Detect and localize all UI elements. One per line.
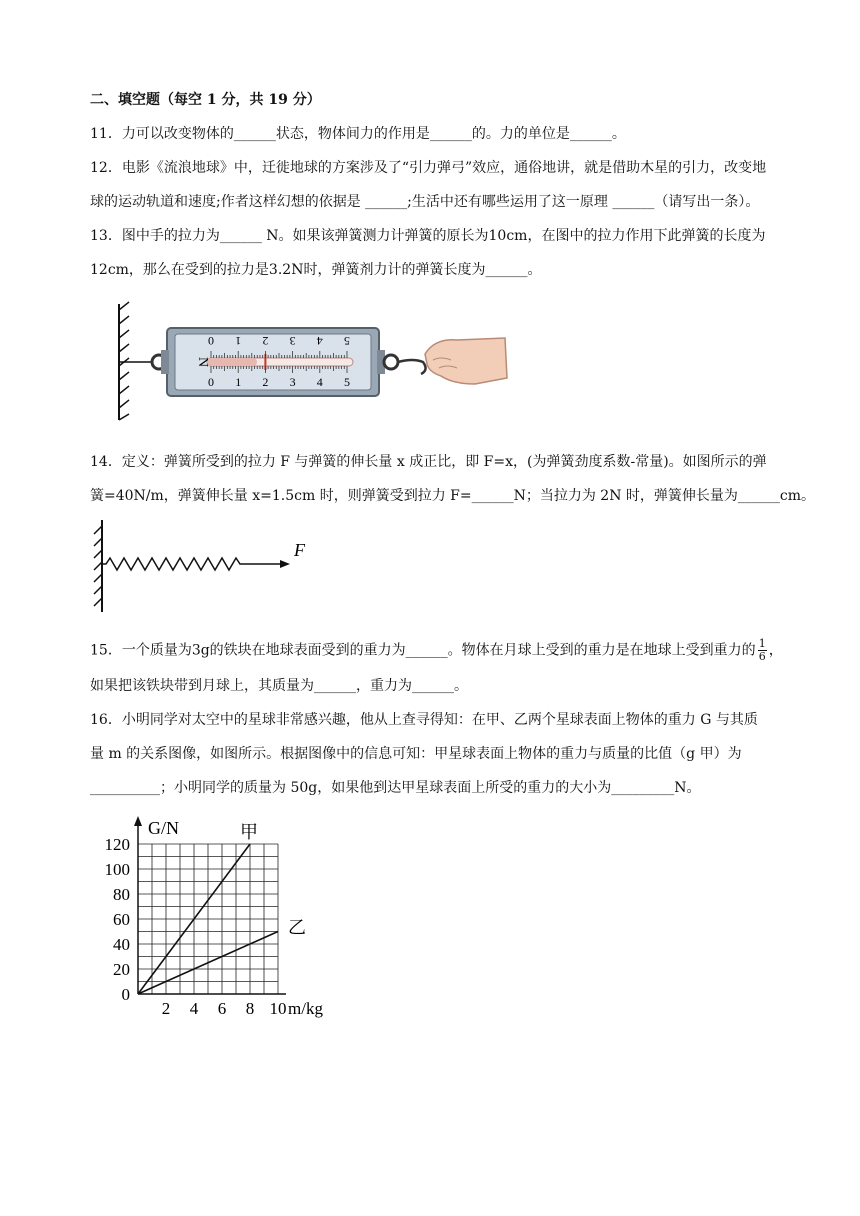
x-tick-label: 4	[189, 999, 199, 1018]
dynamometer-figure	[95, 298, 515, 428]
scale-label-bottom: 2	[262, 375, 269, 389]
question-14-line-2: 簧=40N/m，弹簧伸长量 x=1.5cm 时，则弹簧受到拉力 F=______N；当拉力为 2N 时，弹簧伸长量为______cm。	[90, 488, 816, 504]
fraction-one-sixth: $\frac{1}{6}$	[758, 637, 766, 663]
dynamometer-unit: N	[195, 356, 210, 368]
spring-figure	[90, 516, 330, 616]
x-tick-label: 10	[269, 999, 287, 1018]
question-12-line-1: 12．电影《流浪地球》中，迁徙地球的方案涉及了“引力弹弓”效应，通俗地讲，就是借助木星的引力，改变地	[90, 160, 767, 176]
scale-label-top: 0	[208, 334, 214, 348]
hand-icon	[425, 338, 507, 384]
scale-label-bottom: 4	[316, 375, 323, 389]
y-axis-label: G/N	[148, 818, 179, 838]
scale-label-top: 3	[289, 334, 296, 348]
scale-label-top: 2	[262, 334, 269, 348]
question-15-line-2: 如果把该铁块带到月球上，其质量为______，重力为______。	[90, 678, 468, 694]
x-tick-label: 8	[245, 999, 255, 1018]
section-title: 二、填空题（每空 1 分，共 19 分）	[90, 92, 321, 108]
question-13-line-1: 13．图中手的拉力为______ N。如果该弹簧测力计弹簧的原长为10cm，在图中的拉力作用下此弹簧的长度为	[90, 228, 766, 244]
y-tick-label: 80	[113, 885, 130, 904]
g-m-chart	[90, 812, 340, 1020]
question-15-text: 15．一个质量为3g的铁块在地球表面受到的重力为______。物体在月球上受到的重力是在地球上受到重力的	[90, 642, 756, 659]
question-11: 11．力可以改变物体的______状态，物体间力的作用是______的。力的单位是______。	[90, 126, 626, 142]
y-tick-label: 60	[113, 910, 130, 929]
y-tick-label: 120	[104, 835, 130, 854]
x-axis-label: m/kg	[288, 999, 323, 1018]
question-14-line-1: 14．定义：弹簧所受到的拉力 F 与弹簧的伸长量 x 成正比，即 F=x，(为弹簧劲度系数-常量)。如图所示的弹	[90, 454, 767, 470]
scale-label-top: 4	[316, 334, 323, 348]
scale-label-top: 1	[235, 334, 242, 348]
question-16-line-1: 16．小明同学对太空中的星球非常感兴趣，他从上查寻得知：在甲、乙两个星球表面上物体的重力 G 与其质	[90, 712, 758, 728]
spring-force-label: F	[294, 540, 305, 560]
question-16-line-3: __________；小明同学的质量为 50g，如果他到达甲星球表面上所受的重力的大小为_________N。	[90, 780, 701, 796]
series-label: 甲	[240, 822, 258, 842]
series-label: 乙	[288, 917, 306, 938]
y-tick-label: 0	[121, 985, 130, 1004]
scale-label-bottom: 3	[289, 375, 296, 389]
question-13-line-2: 12cm，那么在受到的拉力是3.2N时，弹簧剂力计的弹簧长度为______。	[90, 262, 542, 278]
scale-label-bottom: 0	[208, 375, 214, 389]
arrow-icon	[280, 560, 290, 568]
spring-coil	[102, 558, 244, 570]
scale-label-bottom: 5	[344, 375, 350, 389]
y-axis-arrow-icon	[134, 816, 142, 826]
y-tick-label: 20	[113, 960, 130, 979]
x-tick-label: 6	[217, 999, 227, 1018]
scale-label-bottom: 1	[235, 375, 242, 389]
y-tick-label: 100	[104, 860, 130, 879]
scale-label-top: 5	[344, 334, 350, 348]
y-tick-label: 40	[113, 935, 130, 954]
question-15-line-1: 15．一个质量为3g的铁块在地球表面受到的重力为______。物体在月球上受到的重力是在地球上受到重力的 $\frac{1}{6}$ ，	[90, 637, 783, 663]
question-16-line-2: 量 m 的关系图像，如图所示。根据图像中的信息可知：甲星球表面上物体的重力与质量的比值（g 甲）为	[90, 746, 742, 762]
x-tick-label: 2	[161, 999, 171, 1018]
question-12-line-2: 球的运动轨道和速度;作者这样幻想的依据是 ______;生活中还有哪些运用了这一原理 ______（请写出一条）。	[90, 194, 760, 210]
